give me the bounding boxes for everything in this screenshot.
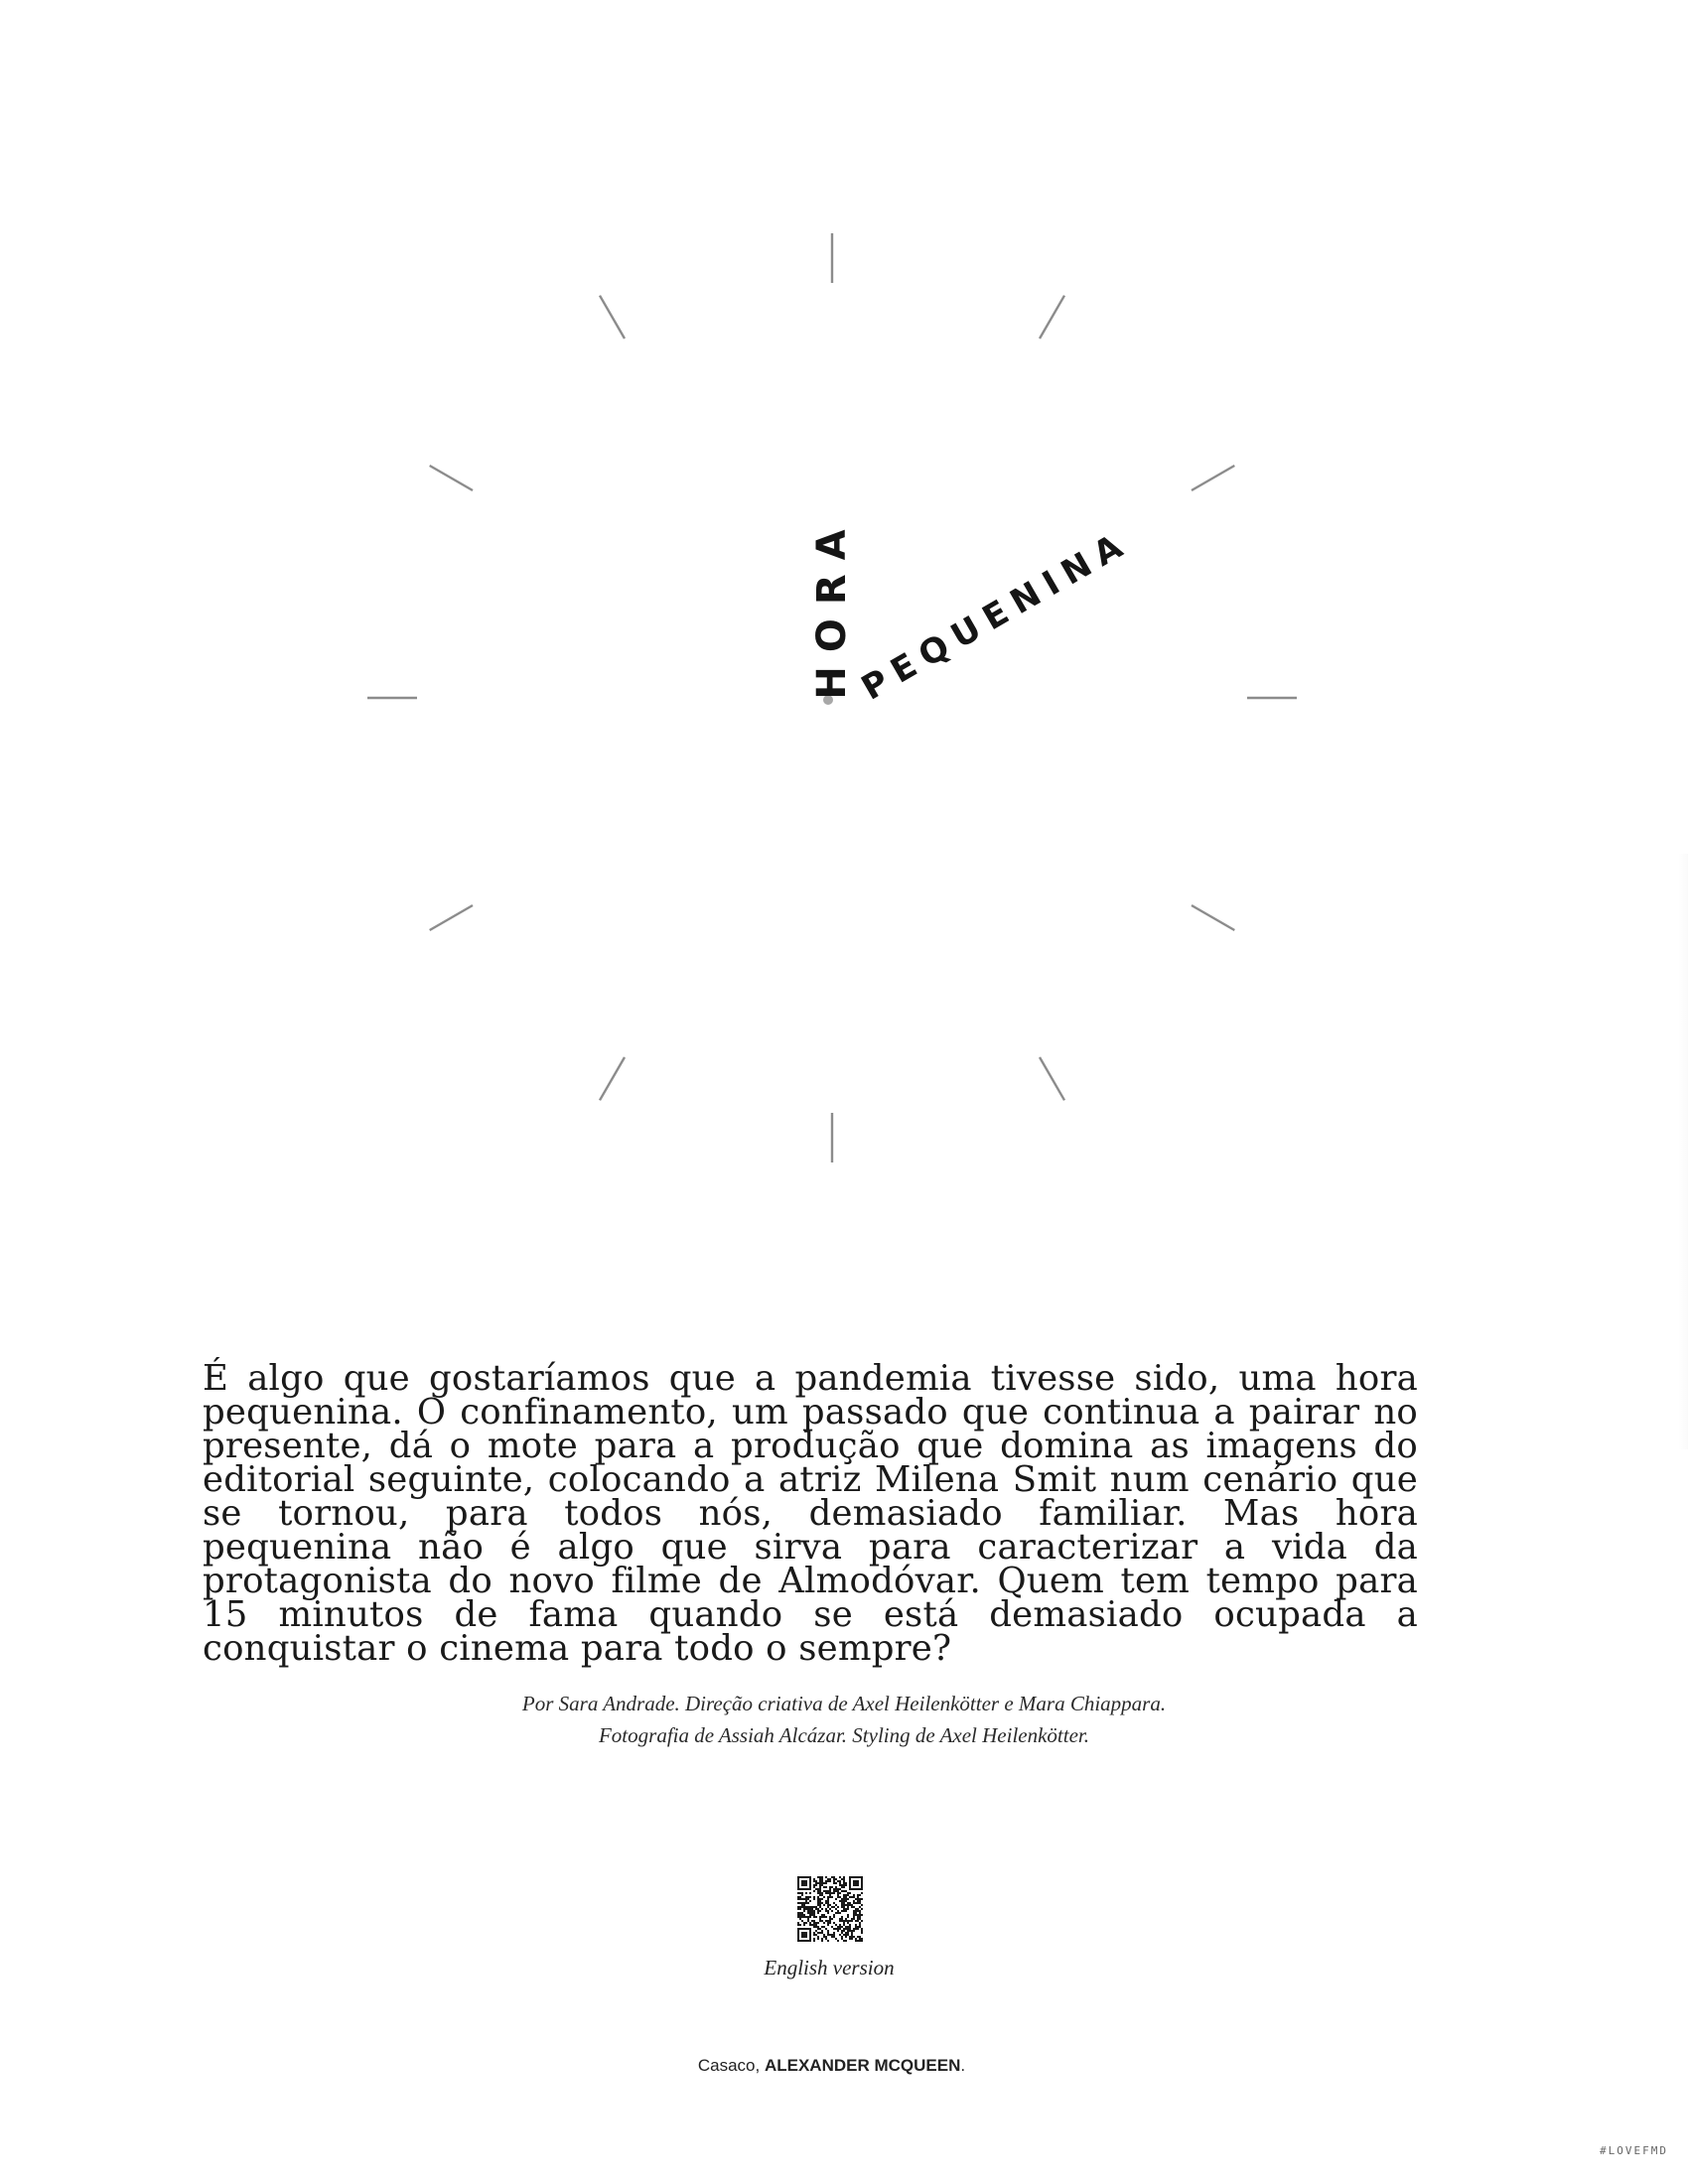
hour-tick	[1040, 1057, 1064, 1100]
garment-credit	[0, 2056, 1663, 2076]
hour-tick	[600, 296, 625, 339]
watermark: #LOVEFMD	[1600, 2144, 1668, 2157]
page-edge-shade	[1678, 854, 1688, 1449]
english-version-link[interactable]: English version	[764, 1956, 895, 1979]
garment-trail: .	[960, 2056, 966, 2075]
lede-paragraph: É algo que gostaríamos que a pandemia tivesse sido, uma hora pequenina. O confinamento, um passado que continua a pairar no presente, dá o mote para a produção que domina as imagens do editorial seguinte, colocando a atriz Milena Smit num cenário que se tornou, para todos nós, demasiado familiar. Mas hora pequenina não é algo que sirva para caracterizar a vida da protagonista do novo filme de Almodóvar. Quem tem tempo para 15 minutos de fama quando se está demasiado ocupada a conquistar o cinema para todo o sempre?	[203, 1358, 1418, 1669]
credits-line-2: Fotografia de Assiah Alcázar. Styling de Axel Heilenkötter.	[598, 1723, 1090, 1747]
hour-tick	[600, 1057, 625, 1100]
title-word-hora: HORA	[809, 515, 855, 700]
hour-tick	[1192, 466, 1234, 490]
hour-tick	[430, 905, 473, 930]
garment-item: Casaco,	[697, 2056, 765, 2075]
hour-tick	[1040, 296, 1064, 339]
qr-code[interactable]	[797, 1876, 863, 1942]
title-word-pequenina: PEQUENINA	[855, 522, 1137, 709]
hour-tick	[430, 466, 473, 490]
hour-tick	[1192, 905, 1234, 930]
garment-brand: ALEXANDER MCQUEEN	[764, 2056, 961, 2075]
credits-line-1: Por Sara Andrade. Direção criativa de Axel Heilenkötter e Mara Chiappara.	[521, 1692, 1167, 1715]
